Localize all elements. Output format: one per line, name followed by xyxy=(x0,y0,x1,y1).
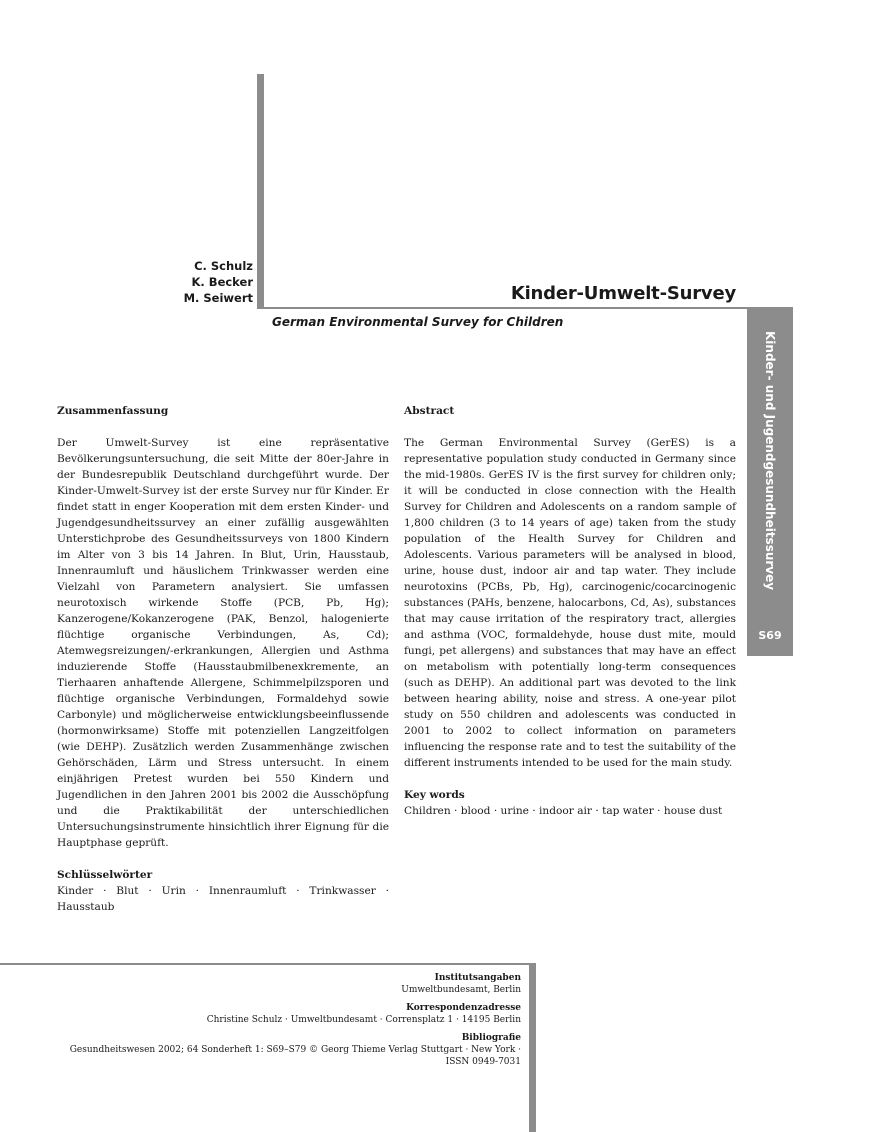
article-title: Kinder-Umwelt-Survey xyxy=(510,283,736,304)
german-abstract-heading: Zusammenfassung xyxy=(57,405,169,417)
institut-heading: Institutsangaben xyxy=(434,973,521,983)
bibliografie-heading: Bibliografie xyxy=(461,1033,521,1043)
institut-value: Umweltbundesamt, Berlin xyxy=(401,985,521,995)
article-footer-info xyxy=(61,972,521,1068)
footer-rule xyxy=(0,963,536,965)
page-number: S69 xyxy=(758,629,782,642)
german-keywords-heading: Schlüsselwörter xyxy=(57,869,153,881)
korrespondenz-value: Christine Schulz · Umweltbundesamt · Corrensplatz 1 · 14195 Berlin xyxy=(206,1015,521,1025)
english-keywords: Children · blood · urine · indoor air · tap water · house dust xyxy=(404,805,723,817)
english-keywords-heading: Key words xyxy=(404,789,465,801)
author-name: C. Schulz xyxy=(194,259,253,273)
german-abstract-body: Der Umwelt-Survey ist eine repräsentative Bevölkerungsuntersuchung, die seit Mitte der 80er-Jahre in der Bundesrepublik Deutschland durchgeführt wurde. Der Kinder-Umwelt-Survey ist der erste Survey nur für Kinder. Er findet statt in enger Kooperation mit dem ersten Kinder- und Jugendgesundheitssurvey an einer zufällig ausgewählten Unterstichprobe des Gesundheitssurveys von 1800 Kindern im Alter von 3 bis 14 Jahren. In Blut, Urin, Hausstaub, Innenraumluft und häuslichem Trinkwasser werden eine Vielzahl von Parametern analysiert. Sie umfassen neurotoxisch wirkende Stoffe (PCB, Pb, Hg); Kanzerogene/Kokanzerogene (PAK, Benzol, halogenierte flüchtige organische Verbindungen, As, Cd); Atemwegsreizungen/-erkrankungen, Allergien und Asthma induzierende Stoffe (Hausstaubmilbenexkremente, an Tierhaaren anhaftende Allergene, Schimmelpilzsporen und flüchtige organische Verbindungen, Formaldehyd sowie Carbonyle) und möglicherweise entwicklungsbeeinflussende (hormonwirksame) Stoffe mit potenziellen Langzeitfolgen (wie DEHP). Zusätzlich werden Zusammenhänge zwischen Gehörschäden, Lärm und Stress untersucht. In einem einjährigen Pretest wurden bei 550 Kindern und Jugendlichen in den Jahren 2001 bis 2002 die Ausschöpfung und die Praktikabilität der unterschiedlichen Untersuchungsinstrumente hinsichtlich ihrer Eignung für die Hauptphase geprüft. xyxy=(57,437,389,849)
english-abstract-heading: Abstract xyxy=(404,405,455,417)
german-abstract-column xyxy=(57,403,389,915)
author-name: K. Becker xyxy=(191,275,253,289)
section-side-tab-label: Kinder- und Jugendgesundheitssurvey xyxy=(763,331,777,591)
author-name: M. Seiwert xyxy=(183,291,253,305)
footer-vertical-bar xyxy=(529,963,536,1132)
german-keywords: Kinder · Blut · Urin · Innenraumluft · Trinkwasser · Hausstaub xyxy=(57,885,389,913)
article-subtitle: German Environmental Survey for Children xyxy=(272,315,564,329)
title-rule xyxy=(257,307,793,309)
english-abstract-body: The German Environmental Survey (GerES) is a representative population study conducted in Germany since the mid-1980s. GerES IV is the first survey for children only; it will be conducted in close connection with the Health Survey for Children and Adolescents on a random sample of 1,800 children (3 to 14 years of age) taken from the study population of the Health Survey for Children and Adolescents. Various parameters will be analysed in blood, urine, house dust, indoor air and tap water. They include neurotoxins (PCBs, Pb, Hg), carcinogenic/cocarcinogenic substances (PAHs, benzene, halocarbons, Cd, As), substances that may cause irritation of the respiratory tract, allergies and asthma (VOC, formaldehyde, house dust mite, mould fungi, pet allergens) and substances that may have an effect on metabolism with potentially long-term consequences (such as DEHP). An additional part was devoted to the link between hearing ability, noise and stress. A one-year pilot study on 550 children and adolescents was conducted in 2001 to 2002 to collect information on parameters influencing the response rate and to test the suitability of the different instruments intended to be used for the main study. xyxy=(404,437,736,769)
bibliografie-line-2: ISSN 0949-7031 xyxy=(445,1057,521,1067)
section-side-tab xyxy=(747,309,793,656)
korrespondenz-heading: Korrespondenzadresse xyxy=(406,1003,521,1013)
bibliografie-line-1: Gesundheitswesen 2002; 64 Sonderheft 1: S69–S79 © Georg Thieme Verlag Stuttgart · New York · xyxy=(69,1045,521,1055)
author-list xyxy=(184,258,253,306)
header-vertical-bar xyxy=(257,74,264,309)
english-abstract-column xyxy=(404,403,736,819)
